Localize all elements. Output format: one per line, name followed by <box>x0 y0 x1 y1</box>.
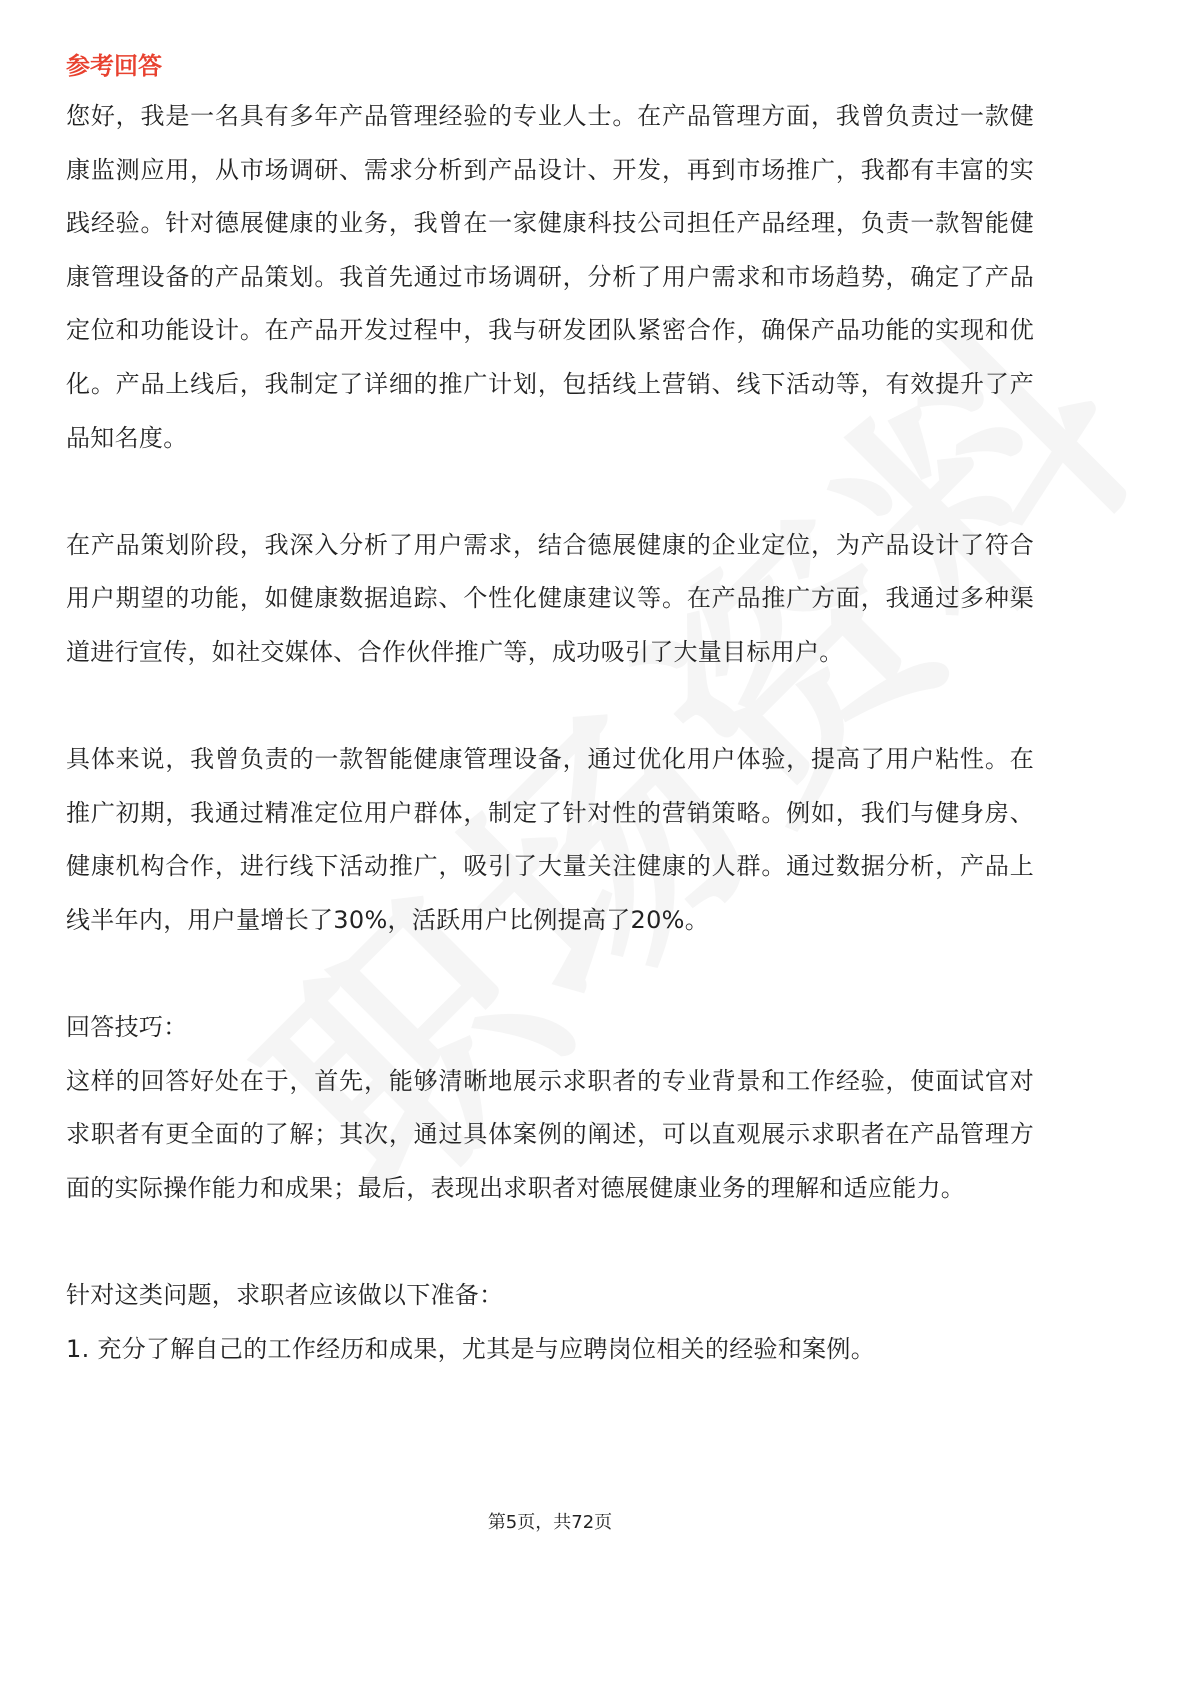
paragraph-spacer <box>66 680 1034 734</box>
preparation-item: 1. 充分了解自己的工作经历和成果，尤其是与应聘岗位相关的经验和案例。 <box>66 1334 876 1363</box>
paragraph-spacer <box>66 465 1034 519</box>
answer-paragraph-2: 在产品策划阶段，我深入分析了用户需求，结合德展健康的企业定位，为产品设计了符合用户期望的功能，如健康数据追踪、个性化健康建议等。在产品推广方面，我通过多种渠道进行宣传，如社交媒体、合作伙伴推广等，成功吸引了大量目标用户。 <box>66 530 1034 666</box>
paragraph-spacer <box>66 948 1034 1002</box>
page-number: 第5页，共72页 <box>487 1512 613 1533</box>
section-heading: 参考回答 <box>66 52 162 80</box>
tips-text: 这样的回答好处在于，首先，能够清晰地展示求职者的专业背景和工作经验，使面试官对求职者有更全面的了解；其次，通过具体案例的阐述，可以直观展示求职者在产品管理方面的实际操作能力和成果；最后，表现出求职者对德展健康业务的理解和适应能力。 <box>66 1066 1034 1202</box>
answer-paragraph-3: 具体来说，我曾负责的一款智能健康管理设备，通过优化用户体验，提高了用户粘性。在推广初期，我通过精准定位用户群体，制定了针对性的营销策略。例如，我们与健身房、健康机构合作，进行线下活动推广，吸引了大量关注健康的人群。通过数据分析，产品上线半年内，用户量增长了30%，活跃用户比例提高了20%。 <box>66 745 1034 934</box>
answer-paragraph-1: 您好，我是一名具有多年产品管理经验的专业人士。在产品管理方面，我曾负责过一款健康监测应用，从市场调研、需求分析到产品设计、开发，再到市场推广，我都有丰富的实践经验。针对德展健康的业务，我曾在一家健康科技公司担任产品经理，负责一款智能健康管理设备的产品策划。我首先通过市场调研，分析了用户需求和市场趋势，确定了产品定位和功能设计。在产品开发过程中，我与研发团队紧密合作，确保产品功能的实现和优化。产品上线后，我制定了详细的推广计划，包括线上营销、线下活动等，有效提升了产品知名度。 <box>66 102 1034 452</box>
preparation-label: 针对这类问题，求职者应该做以下准备： <box>66 1281 504 1310</box>
paragraph-spacer <box>66 1215 1034 1269</box>
tips-label: 回答技巧： <box>66 1013 188 1042</box>
document-content <box>66 42 1034 1376</box>
